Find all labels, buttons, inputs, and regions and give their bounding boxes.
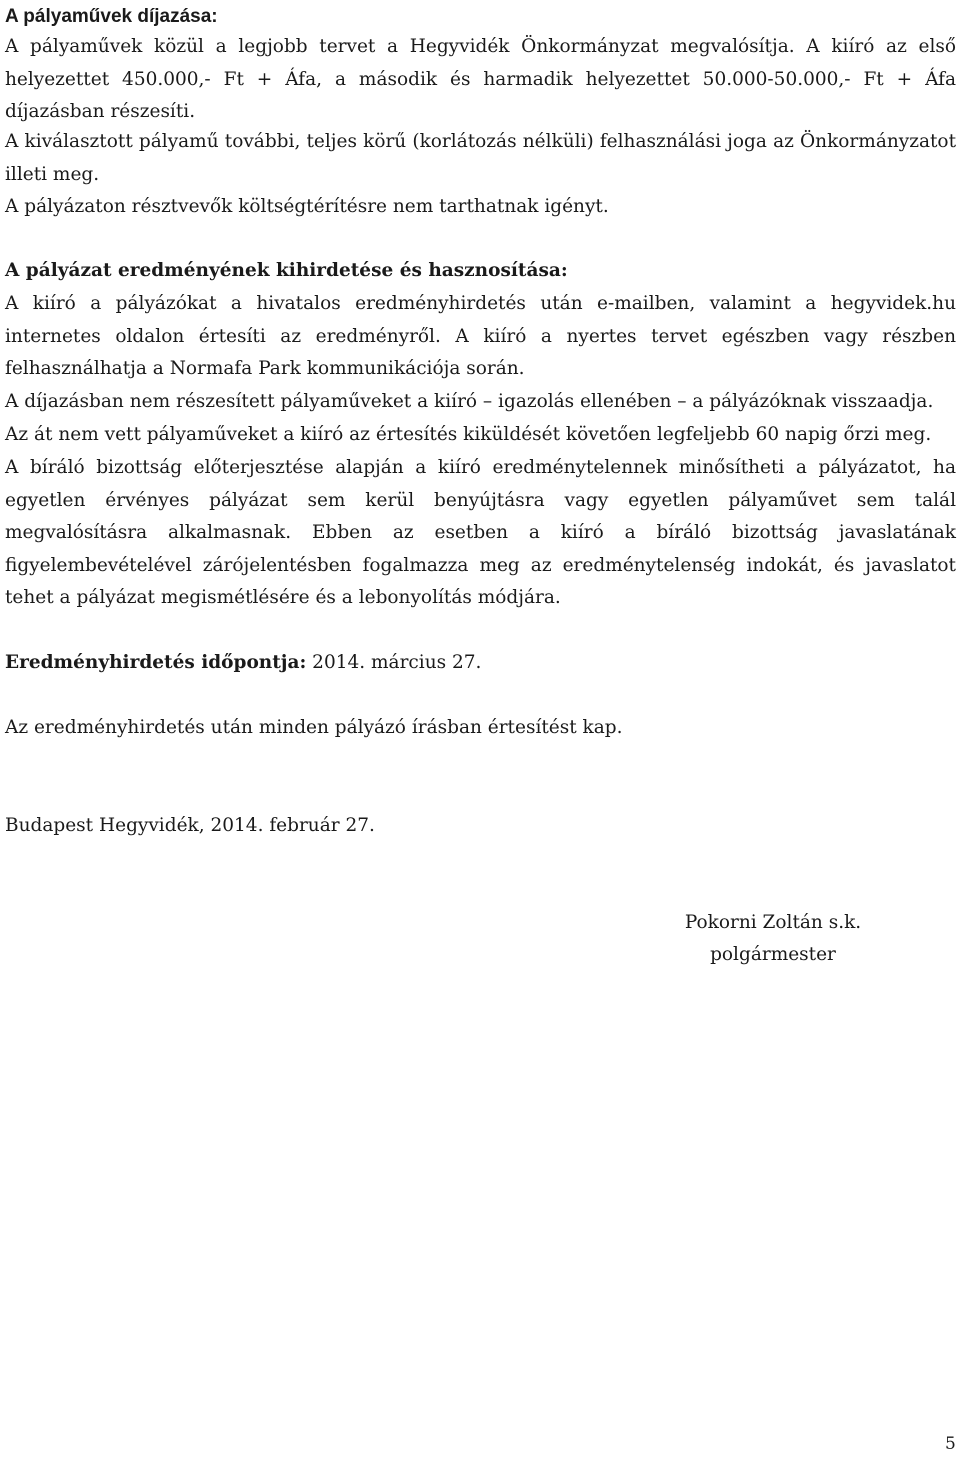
signatory-title: polgármester bbox=[710, 944, 836, 965]
results-paragraph-2: A díjazásban nem részesített pályaműveket a kiíró – igazolás ellenében – a pályázóknak visszaadja. bbox=[5, 391, 934, 412]
awards-paragraph-3: A pályázaton résztvevők költségtérítésre nem tarthatnak igényt. bbox=[5, 196, 609, 217]
place-and-date: Budapest Hegyvidék, 2014. február 27. bbox=[5, 815, 375, 836]
result-date-label: Eredményhirdetés időpontja: bbox=[5, 652, 307, 673]
results-paragraph-3: Az át nem vett pályaműveket a kiíró az értesítés kiküldését követően legfeljebb 60 napig őrzi meg. bbox=[5, 424, 932, 445]
result-announcement-date bbox=[5, 647, 481, 679]
awards-paragraph-2: A kiválasztott pályamű további, teljes körű (korlátozás nélküli) felhasználási joga az Önkormányzatot illeti meg. bbox=[5, 131, 956, 185]
results-paragraph-4: A bíráló bizottság előterjesztése alapján a kiíró eredménytelennek minősítheti a pályázatot, ha egyetlen érvényes pályázat sem kerül benyújtásra vagy egyetlen pályaművet sem talál megvalósításra alkalmasnak. Ebben az esetben a kiíró a bíráló bizottság javaslatának figyelembevételével zárójelentésben fogalmazza meg az eredménytelenség indokát, és javaslatot tehet a pályázat megismétlésére és a lebonyolítás módjára. bbox=[5, 457, 956, 608]
section-heading-awards: A pályaművek díjazása: bbox=[5, 6, 218, 27]
page-number: 5 bbox=[945, 1434, 956, 1454]
notification-notice: Az eredményhirdetés után minden pályázó írásban értesítést kap. bbox=[5, 717, 623, 738]
section-heading-results: A pályázat eredményének kihirdetése és hasznosítása: bbox=[5, 260, 568, 281]
results-paragraph-1: A kiíró a pályázókat a hivatalos eredményhirdetés után e-mailben, valamint a hegyvidek.hu internetes oldalon értesíti az eredményről. A kiíró a nyertes tervet egészben vagy részben felhasználhatja a Normafa Park kommunikációja során. bbox=[5, 293, 956, 379]
result-date-value: 2014. március 27. bbox=[306, 652, 482, 673]
signatory-name: Pokorni Zoltán s.k. bbox=[684, 912, 862, 933]
signature-block bbox=[673, 907, 873, 971]
awards-paragraph-1: A pályaművek közül a legjobb tervet a Hegyvidék Önkormányzat megvalósítja. A kiíró az első helyezettet 450.000,- Ft + Áfa, a második és harmadik helyezettet 50.000-50.000,- Ft + Áfa díjazásban részesíti. bbox=[5, 36, 956, 122]
